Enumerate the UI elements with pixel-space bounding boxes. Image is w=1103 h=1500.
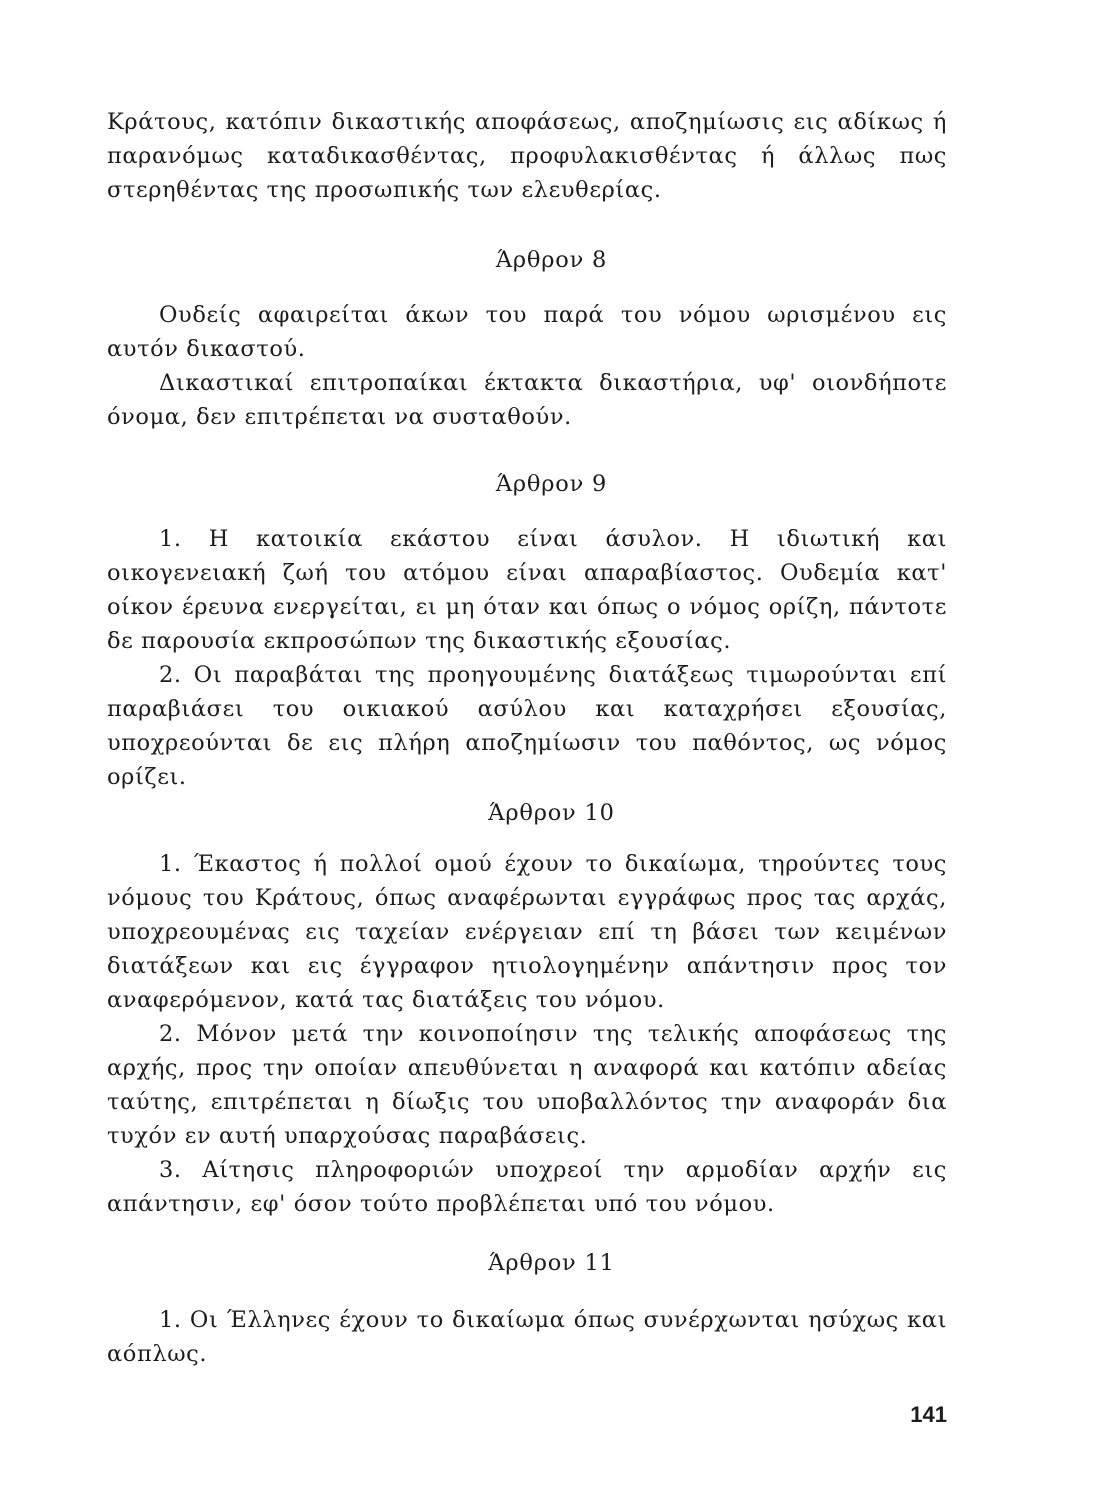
article-10-paragraph-1: 1. Έκαστος ή πολλοί ομού έχουν το δικαίωμα, τηρούντες τους νόμους του Κράτους, όπως αναφέρωνται εγγράφως προς τας αρχάς, υποχρεουμένας εις ταχείαν ενέργειαν επί τη βάσει των κειμένων διατάξεων και εις έγγραφον ητιολογημένην απάντησιν προς τον αναφερόμενον, κατά τας διατάξεις του νόμου. bbox=[107, 851, 947, 1013]
article-8-body bbox=[107, 298, 947, 434]
article-10-paragraph-2: 2. Μόνον μετά την κοινοποίησιν της τελικής αποφάσεως της αρχής, προς την οποίαν απευθύνεται η αναφορά και κατόπιν αδείας ταύτης, επιτρέπεται η δίωξις του υποβαλλόντος την αναφοράν δια τυχόν εν αυτή υπαρχούσας παραβάσεις. bbox=[107, 1021, 947, 1149]
article-11-paragraph-1: 1. Οι Έλληνες έχουν το δικαίωμα όπως συνέρχωνται ησύχως και αόπλως. bbox=[107, 1307, 947, 1367]
article-11-heading: Άρθρον 11 bbox=[488, 1250, 615, 1276]
article-10-paragraph-3: 3. Αίτησις πληροφοριών υποχρεοί την αρμοδίαν αρχήν εις απάντησιν, εφ' όσον τούτο προβλέπεται υπό του νόμου. bbox=[107, 1157, 947, 1217]
article-9-paragraph-1: 1. Η κατοικία εκάστου είναι άσυλον. Η ιδιωτική και οικογενειακή ζωή του ατόμου είναι απαραβίαστος. Ουδεμία κατ' οίκον έρευνα ενεργείται, ει μη όταν και όπως ο νόμος ορίζη, πάντοτε δε παρουσία εκπροσώπων της δικαστικής εξουσίας. bbox=[107, 526, 947, 654]
continuation-text bbox=[107, 105, 947, 207]
article-11-body bbox=[107, 1303, 947, 1371]
article-8-paragraph-1: Ουδείς αφαιρείται άκων του παρά του νόμου ωρισμένου εις αυτόν δικαστού. bbox=[107, 302, 947, 362]
article-8-heading: Άρθρον 8 bbox=[495, 247, 608, 273]
page-number: 141 bbox=[910, 1402, 947, 1427]
article-9-heading: Άρθρον 9 bbox=[495, 471, 608, 497]
article-9-paragraph-2: 2. Οι παραβάται της προηγουμένης διατάξεως τιμωρούνται επί παραβιάσει του οικιακού ασύλου και καταχρήσει εξουσίας, υποχρεούνται δε εις πλήρη αποζημίωσιν του παθόντος, ως νόμος ορίζει. bbox=[107, 662, 947, 790]
article-10-body bbox=[107, 847, 947, 1221]
article-10-heading: Άρθρον 10 bbox=[488, 800, 615, 826]
article-8-paragraph-2: Δικαστικαί επιτροπαίκαι έκτακτα δικαστήρια, υφ' οιονδήποτε όνομα, δεν επιτρέπεται να συσταθούν. bbox=[107, 370, 947, 430]
continuation-paragraph: Κράτους, κατόπιν δικαστικής αποφάσεως, αποζημίωσις εις αδίκως ή παρανόμως καταδικασθέντας, προφυλακισθέντας ή άλλως πως στερηθέντας της προσωπικής των ελευθερίας. bbox=[107, 109, 947, 203]
article-9-body bbox=[107, 522, 947, 794]
